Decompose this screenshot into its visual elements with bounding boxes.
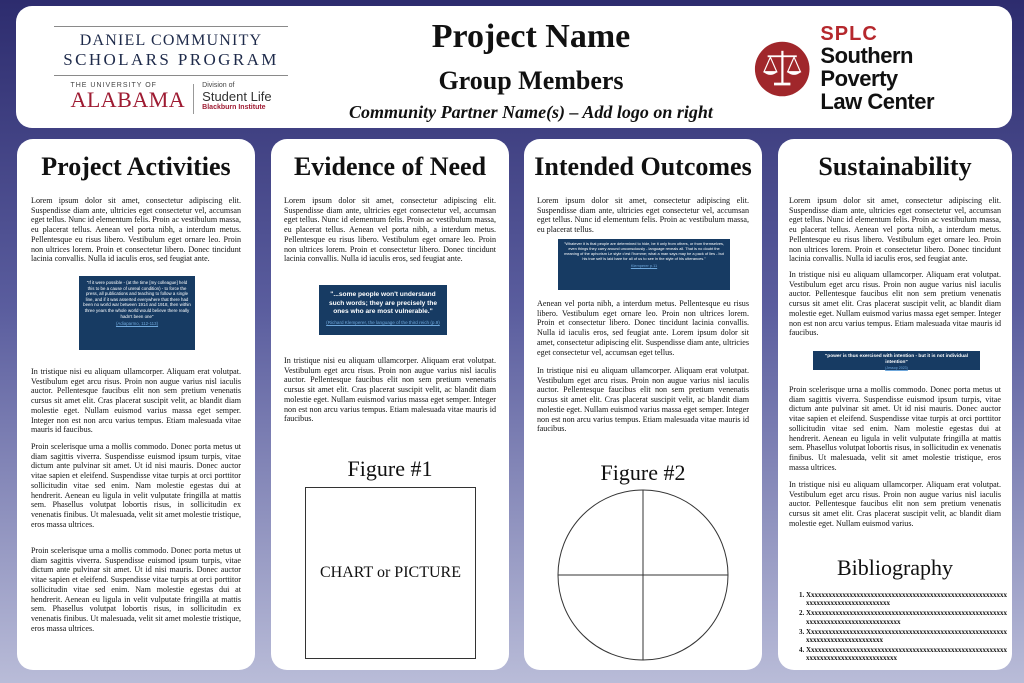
activities-paragraph-1: Lorem ipsum dolor sit amet, consectetur adipiscing elit. Suspendisse diam ante, ultricies eget consectetur vel, accumsan eget tellus. Nunc id elementum felis. Proin ac vestibulum massa, eu placerat tellus. Aenean vel porta nibh, a interdum metus. Pellentesque eu risus libero. Vestibulum eget ornare leo. Proin non ultrices lorem. Proin et consectetur libero. Donec tincidunt lacinia convallis. Nulla id iaculis eros, sed feugiat ante. [31,196,241,264]
activities-paragraph-3: Proin scelerisque urna a mollis commodo. Donec porta metus ut diam sagittis viverra. Suspendisse euismod ipsum turpis, vitae dictum ante pulvinar sit amet. Ut id nisi mauris. Donec auctor vitae sapien et eleifend. Suspendisse vitae turpis at orci porttitor sollicitudin vitae sed enim. Nam molestie egestas dui at hendrerit. Aenean eu ligula in velit vulputate fringilla at mattis sem. Phasellus volutpat lobortis risus, in sollicitudin ex venenatis finibus. Ut malesuada, velit sit amet molestie tristique, eros massa ultrices. [31,442,241,529]
splc-text [820,24,980,113]
sustainability-heading: Sustainability [818,152,972,181]
ua-logo [70,82,185,111]
logo-rule-top [54,26,288,27]
sustainability-quote-text: "power is thus exercised with intention - but it is not individual intention" [825,354,968,365]
intended-outcomes-heading: Intended Outcomes [534,152,752,181]
logo-rule-bottom [54,75,288,76]
outcomes-paragraph-1: Lorem ipsum dolor sit amet, consectetur adipiscing elit. Suspendisse diam ante, ultricies eget consectetur vel, accumsan eget tellus. Nunc id elementum felis. Proin ac vestibulum massa, eu placerat tellus. [537,196,749,235]
project-activities-heading: Project Activities [41,152,231,181]
outcomes-paragraph-2: Aenean vel porta nibh, a interdum metus. Pellentesque eu risus libero. Vestibulum eget ornare leo. Proin non ultrices lorem. Proin et consectetur libero. Donec tincidunt lacinia convallis. Nulla id iaculis eros, sed feugiat ante. Lorem ipsum dolor sit amet, consectetur adipiscing elit. Suspendisse diam ante, ultricies eget consectetur vel, accumsan eget tellus. [537,299,749,357]
outcomes-quote-cite: Klemperer p.11 [630,262,658,268]
sustainability-paragraph-3: Proin scelerisque urna a mollis commodo. Donec porta metus ut diam sagittis viverra. Suspendisse euismod ipsum turpis, vitae dictum ante pulvinar sit amet. Ut id nisi mauris. Donec auctor vitae sapien et eleifend. Suspendisse vitae turpis at orci porttitor sollicitudin vitae sed enim. Nam molestie egestas dui at hendrerit. Aenean eu ligula in velit vulputate fringilla at mattis sem. Phasellus volutpat lobortis risus, in sollicitudin ex venenatis finibus. Ut malesuada, velit sit amet molestie tristique, eros massa ultrices. [789,385,1001,472]
project-name: Project Name [431,18,631,55]
sl-name: Student Life [202,89,272,104]
ua-logo-small: THE UNIVERSITY OF [70,82,157,89]
daniel-logo-line1: DANIEL COMMUNITY [79,32,263,49]
ua-logo-name: ALABAMA [70,87,186,112]
activities-paragraph-2: In tristique nisi eu aliquam ullamcorper. Aliquam erat volutpat. Vestibulum eget arcu risus. Proin non augue varius nisl iaculis auctor. Pellentesque faucibus elit non sem pretium venenatis cursus sit amet elit. Cras placerat suscipit velit, ac blandit diam molestie eget. Nullam euismod varius massa eget semper. Integer non est non arcu varius tempus. Etiam malesuada vitae mauris id faucibus. [31,367,241,435]
figure-2-label: Figure #2 [600,460,686,485]
bibliography-item: 1. Xxxxxxxxxxxxxxxxxxxxxxxxxxxxxxxxxxxxxxxxxxxxxxxxxxxxxxxxxxxxxxxxxxxxxxxxxxxxxxxxx [806,591,1010,607]
chart-placeholder-text: CHART or PICTURE [320,564,461,581]
splc-line2: Law Center [820,89,935,114]
sustainability-paragraph-2: In tristique nisi eu aliquam ullamcorper. Aliquam erat volutpat. Vestibulum eget arcu risus. Proin non augue varius nisl iaculis auctor. Pellentesque faucibus elit non sem pretium venenatis cursus sit amet elit. Cras placerat suscipit velit, ac blandit diam molestie eget. Nullam euismod varius massa eget semper. Integer non est non arcu varius tempus. Etiam malesuada vitae mauris id faucibus. [789,270,1001,338]
outcomes-quote-text: "Whatever it is that people are determined to hide, be it only from others, or from themselves, even things they carry around unconsciously - language reveals all. That is no doubt the meaning of the aphorism Le style c'est l'homme; what a man says may be a pack of lies - but his true self is laid bare for all of us to see in the style of his utterances." [563,241,725,261]
daniel-scholars-logo [48,26,294,118]
sl-small: Division of [202,82,235,89]
chart-placeholder-box [305,487,476,659]
evidence-of-need-heading: Evidence of Need [293,152,487,181]
evidence-quote-box [319,285,447,335]
bibliography-item: 3. Xxxxxxxxxxxxxxxxxxxxxxxxxxxxxxxxxxxxxxxxxxxxxxxxxxxxxxxxxxxxxxxxxxxxxxxxxxxxxxx [806,628,1010,644]
scales-icon [754,38,810,100]
activities-quote-box [79,276,195,350]
evidence-paragraph-2: In tristique nisi eu aliquam ullamcorper. Aliquam erat volutpat. Vestibulum eget arcu risus. Proin non augue varius nisl iaculis auctor. Pellentesque faucibus elit non sem pretium venenatis cursus sit amet elit. Cras placerat suscipit velit, ac blandit diam molestie eget. Nullam euismod varius massa eget semper. Integer non est non arcu varius tempus. Etiam malesuada vitae mauris id faucibus. [284,356,496,424]
sustainability-quote-box [813,351,980,370]
sustainability-panel [778,139,1012,670]
figure-1-label: Figure #1 [347,456,433,481]
bibliography-item: 4. Xxxxxxxxxxxxxxxxxxxxxxxxxxxxxxxxxxxxxxxxxxxxxxxxxxxxxxxxxxxxxxxxxxxxxxxxxxxxxxxxxxx [806,646,1010,662]
bibliography-item: 2. Xxxxxxxxxxxxxxxxxxxxxxxxxxxxxxxxxxxxxxxxxxxxxxxxxxxxxxxxxxxxxxxxxxxxxxxxxxxxxxxxxxxx [806,609,1010,625]
splc-line1: Southern Poverty [820,43,913,91]
sl-institute: Blackburn Institute [202,104,266,111]
sustainability-quote-cite: (Jessop 2023) [885,365,908,370]
student-life-logo [202,82,271,112]
bibliography-heading: Bibliography [836,555,954,580]
daniel-logo-line2: SCHOLARS PROGRAM [63,50,279,69]
sustainability-paragraph-1: Lorem ipsum dolor sit amet, consectetur adipiscing elit. Suspendisse diam ante, ultricies eget consectetur vel, accumsan eget tellus. Nunc id elementum felis. Proin ac vestibulum massa, eu placerat tellus. Aenean vel porta nibh, a interdum metus. Pellentesque eu risus libero. Vestibulum eget ornare leo. Proin non ultrices lorem. Proin et consectetur libero. Donec tincidunt lacinia convallis. Nulla id iaculis eros, sed feugiat ante. [789,196,1001,264]
intended-outcomes-panel [524,139,762,670]
sustainability-paragraph-4: In tristique nisi eu aliquam ullamcorper. Aliquam erat volutpat. Vestibulum eget arcu risus. Proin non augue varius nisl iaculis auctor. Pellentesque faucibus elit non sem pretium venenatis cursus sit amet elit. Cras placerat suscipit velit, ac blandit diam molestie eget. Nullam euismod varius. [789,480,1001,528]
pie-placeholder [555,487,731,663]
evidence-paragraph-1: Lorem ipsum dolor sit amet, consectetur adipiscing elit. Suspendisse diam ante, ultricies eget consectetur vel, accumsan eget tellus. Nunc id elementum felis. Proin ac vestibulum massa, eu placerat tellus. Aenean vel porta nibh, a interdum metus. Pellentesque eu risus libero. Vestibulum eget ornare leo. Proin non ultrices lorem. Proin et consectetur libero. Donec tincidunt lacinia convallis. Nulla id iaculis eros, sed feugiat ante. [284,196,496,264]
evidence-of-need-panel [271,139,509,670]
community-partner: Community Partner Name(s) – Add logo on right [349,102,713,122]
project-activities-panel [17,139,255,670]
ua-logo-row [48,82,294,114]
outcomes-paragraph-3: In tristique nisi eu aliquam ullamcorper. Aliquam erat volutpat. Vestibulum eget arcu risus. Proin non augue varius nisl iaculis auctor. Pellentesque faucibus elit non sem pretium venenatis cursus sit amet elit. Cras placerat suscipit velit, ac blandit diam molestie eget. Nullam euismod varius massa eget semper. Integer non est non arcu varius tempus. Etiam malesuada vitae mauris id faucibus. [537,366,749,434]
activities-quote-text: "If it were possible - (at the time [my colleague] held this to be a cause of unreal condition) - to force the press, all publications and teaching to follow a single line, and if it was asserted everywhere that there had been no world war between 1914 and 1918, then within three years the whole world would believe there really hadn't been one" [83,280,191,319]
header-panel [16,6,1012,128]
evidence-quote-text: "...some people won't understand such words; they are precisely the ones who are most vulnerable." [328,291,438,315]
splc-abbrev: SPLC [820,23,878,45]
activities-quote-cite: (Adiaparmo, 112-113) [115,321,159,327]
activities-paragraph-4: Proin scelerisque urna a mollis commodo. Donec porta metus ut diam sagittis viverra. Suspendisse euismod ipsum turpis, vitae dictum ante pulvinar sit amet. Ut id nisi mauris. Donec auctor vitae sapien et eleifend. Suspendisse vitae turpis at orci porttitor sollicitudin vitae sed enim. Nam molestie egestas dui at hendrerit. Aenean eu ligula in velit vulputate fringilla at mattis sem. Phasellus volutpat lobortis risus, in sollicitudin ex venenatis finibus. Ut malesuada, velit sit amet molestie tristique, eros massa ultrices. [31,546,241,633]
splc-logo [754,21,980,116]
title-block [296,16,766,124]
group-members: Group Members [438,66,624,95]
evidence-quote-cite: (Richard Klemperer, the language of the third reich (p.9) [326,319,440,325]
bibliography-list [786,591,1010,665]
outcomes-quote-box [558,239,730,290]
logo-divider [193,84,194,114]
